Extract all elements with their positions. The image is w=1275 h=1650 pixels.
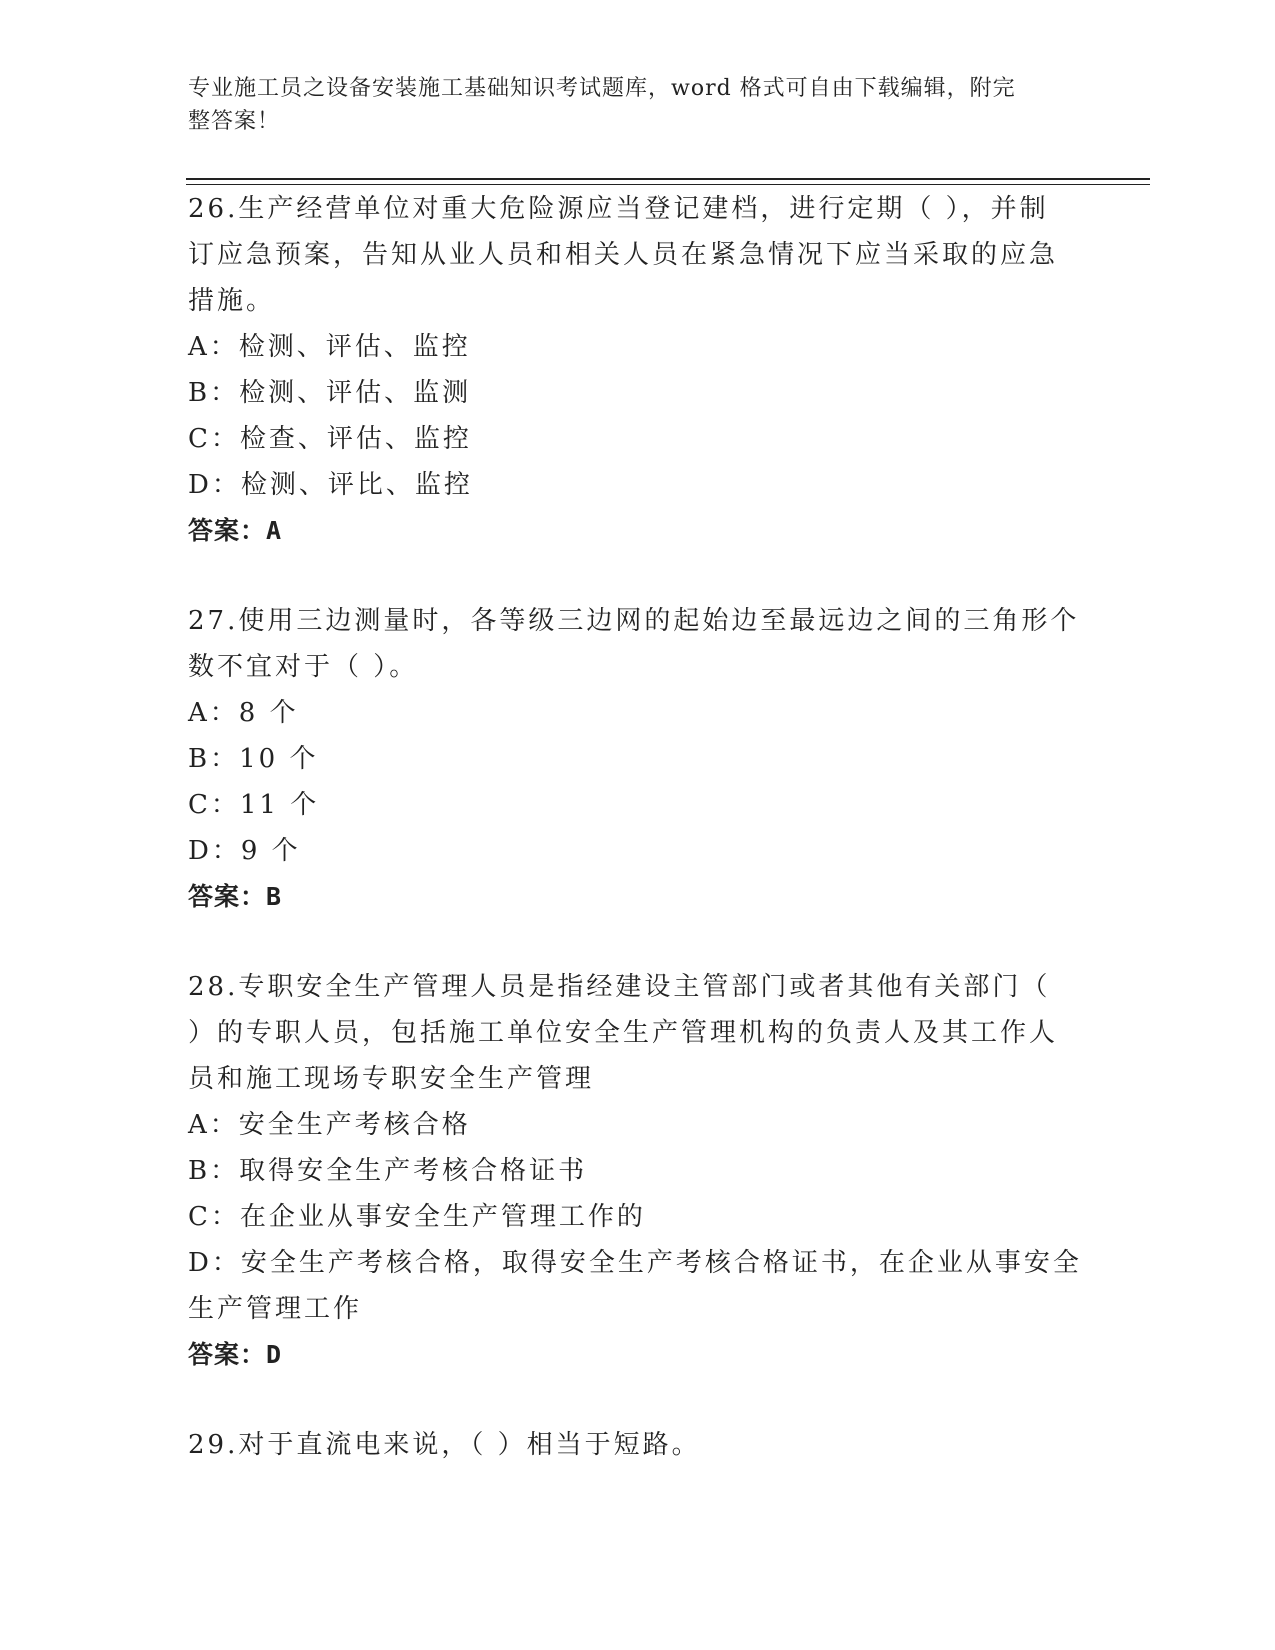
header-line-1: 专业施工员之设备安装施工基础知识考试题库，word 格式可自由下载编辑，附完 <box>188 76 1016 101</box>
question-stem-line: 27.使用三边测量时，各等级三边网的起始边至最远边之间的三角形个 <box>188 606 1080 636</box>
option-a: A：安全生产考核合格 <box>188 1110 471 1140</box>
option-c: C：检查、评估、监控 <box>188 424 472 454</box>
option-a: A：8 个 <box>188 698 299 728</box>
option-b: B：取得安全生产考核合格证书 <box>188 1156 588 1186</box>
question-stem-line: 数不宜对于（ ）。 <box>188 652 419 682</box>
header-divider-thick <box>186 178 1150 180</box>
question-27 <box>188 598 1088 920</box>
option-c: C：在企业从事安全生产管理工作的 <box>188 1202 646 1232</box>
question-stem-line: 员和施工现场专职安全生产管理 <box>188 1064 595 1094</box>
question-stem-line: 订应急预案，告知从业人员和相关人员在紧急情况下应当采取的应急 <box>188 240 1059 270</box>
question-list <box>188 186 1088 1468</box>
answer: 答案：D <box>188 1340 283 1369</box>
option-d: D：安全生产考核合格，取得安全生产考核合格证书，在企业从事安全 <box>188 1248 1082 1278</box>
option-b: B：10 个 <box>188 744 319 774</box>
question-stem-line: 措施。 <box>188 286 276 316</box>
document-header <box>188 72 1088 138</box>
option-c: C：11 个 <box>188 790 320 820</box>
option-b: B：检测、评估、监测 <box>188 378 472 408</box>
question-stem-line: 29.对于直流电来说，（ ）相当于短路。 <box>188 1430 701 1460</box>
question-28 <box>188 964 1088 1378</box>
answer: 答案：B <box>188 882 283 911</box>
option-a: A：检测、评估、监控 <box>188 332 471 362</box>
header-divider-thin <box>186 184 1150 185</box>
option-d-continuation: 生产管理工作 <box>188 1294 363 1324</box>
option-d: D：检测、评比、监控 <box>188 470 473 500</box>
question-26 <box>188 186 1088 554</box>
answer: 答案：A <box>188 516 283 545</box>
header-line-2: 整答案！ <box>188 109 281 134</box>
question-stem-line: ）的专职人员，包括施工单位安全生产管理机构的负责人及其工作人 <box>188 1018 1059 1048</box>
question-29 <box>188 1422 1088 1468</box>
question-stem-line: 26.生产经营单位对重大危险源应当登记建档，进行定期（ ），并制 <box>188 194 1049 224</box>
question-stem-line: 28.专职安全生产管理人员是指经建设主管部门或者其他有关部门（ <box>188 972 1051 1002</box>
option-d: D：9 个 <box>188 836 301 866</box>
